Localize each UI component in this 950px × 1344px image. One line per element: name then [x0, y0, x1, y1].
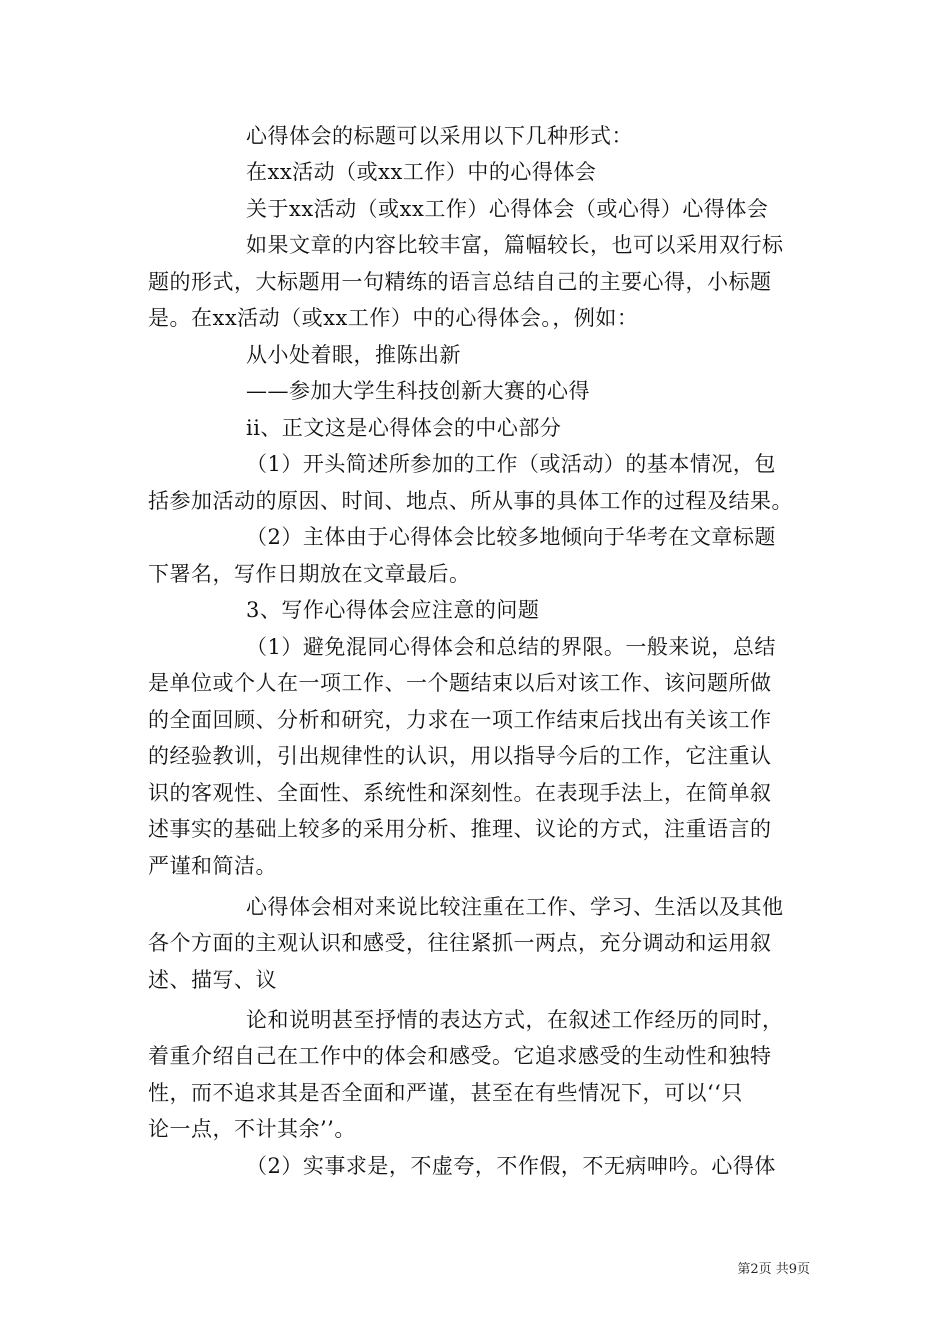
text-line: 识的客观性、全面性、系统性和深刻性。在表现手法上，在简单叙 — [148, 781, 772, 805]
text-line: 着重介绍自己在工作中的体会和感受。它追求感受的生动性和独特 — [148, 1044, 772, 1068]
text-line: 括参加活动的原因、时间、地点、所从事的具体工作的过程及结果。 — [148, 489, 793, 513]
text-line: 的经验教训，引出规律性的认识，用以指导今后的工作，它注重认 — [148, 744, 772, 768]
text-line: 严谨和简洁。 — [148, 854, 277, 878]
text-line: 题的形式，大标题用一句精练的语言总结自己的主要心得，小标题 — [148, 270, 772, 294]
text-line: 述事实的基础上较多的采用分析、推理、议论的方式，注重语言的 — [148, 817, 772, 841]
text-line: 从小处着眼，推陈出新 — [246, 343, 461, 367]
text-line: 是单位或个人在一项工作、一个题结束以后对该工作、该问题所做 — [148, 671, 772, 695]
text-line: 各个方面的主观认识和感受，往往紧抓一两点，充分调动和运用叙 — [148, 931, 772, 955]
text-line: 心得体会的标题可以采用以下几种形式： — [246, 124, 633, 148]
text-line: 性，而不追求其是否全面和严谨，甚至在有些情况下，可以‘‘只 — [148, 1081, 743, 1105]
text-line: 下署名，写作日期放在文章最后。 — [148, 562, 471, 586]
text-line: （1）避免混同心得体会和总结的界限。一般来说，总结 — [246, 635, 776, 659]
text-line: 是。在xx活动（或xx工作）中的心得体会。，例如： — [148, 306, 639, 330]
text-line: 论和说明甚至抒情的表达方式，在叙述工作经历的同时， — [246, 1008, 784, 1032]
text-line: 论一点，不计其余’’。 — [148, 1117, 356, 1141]
text-line: （1）开头简述所参加的工作（或活动）的基本情况，包 — [246, 452, 776, 476]
page-number-footer: 第2页 共9页 — [737, 1262, 810, 1277]
text-line: 关于xx活动（或xx工作）心得体会（或心得）心得体会 — [246, 197, 769, 221]
text-line: 在xx活动（或xx工作）中的心得体会 — [246, 160, 597, 184]
text-line: 述、描写、议 — [148, 968, 277, 992]
text-line: ——参加大学生科技创新大赛的心得 — [246, 379, 590, 403]
text-line: （2）主体由于心得体会比较多地倾向于华考在文章标题 — [246, 525, 776, 549]
text-line: 3、写作心得体会应注意的问题 — [246, 598, 540, 622]
text-line: （2）实事求是，不虚夸，不作假，不无病呻吟。心得体 — [246, 1154, 776, 1178]
text-line: ii、正文这是心得体会的中心部分 — [246, 416, 562, 440]
text-line: 如果文章的内容比较丰富，篇幅较长，也可以采用双行标 — [246, 233, 784, 257]
text-line: 心得体会相对来说比较注重在工作、学习、生活以及其他 — [246, 895, 784, 919]
text-line: 的全面回顾、分析和研究，力求在一项工作结束后找出有关该工作 — [148, 708, 772, 732]
